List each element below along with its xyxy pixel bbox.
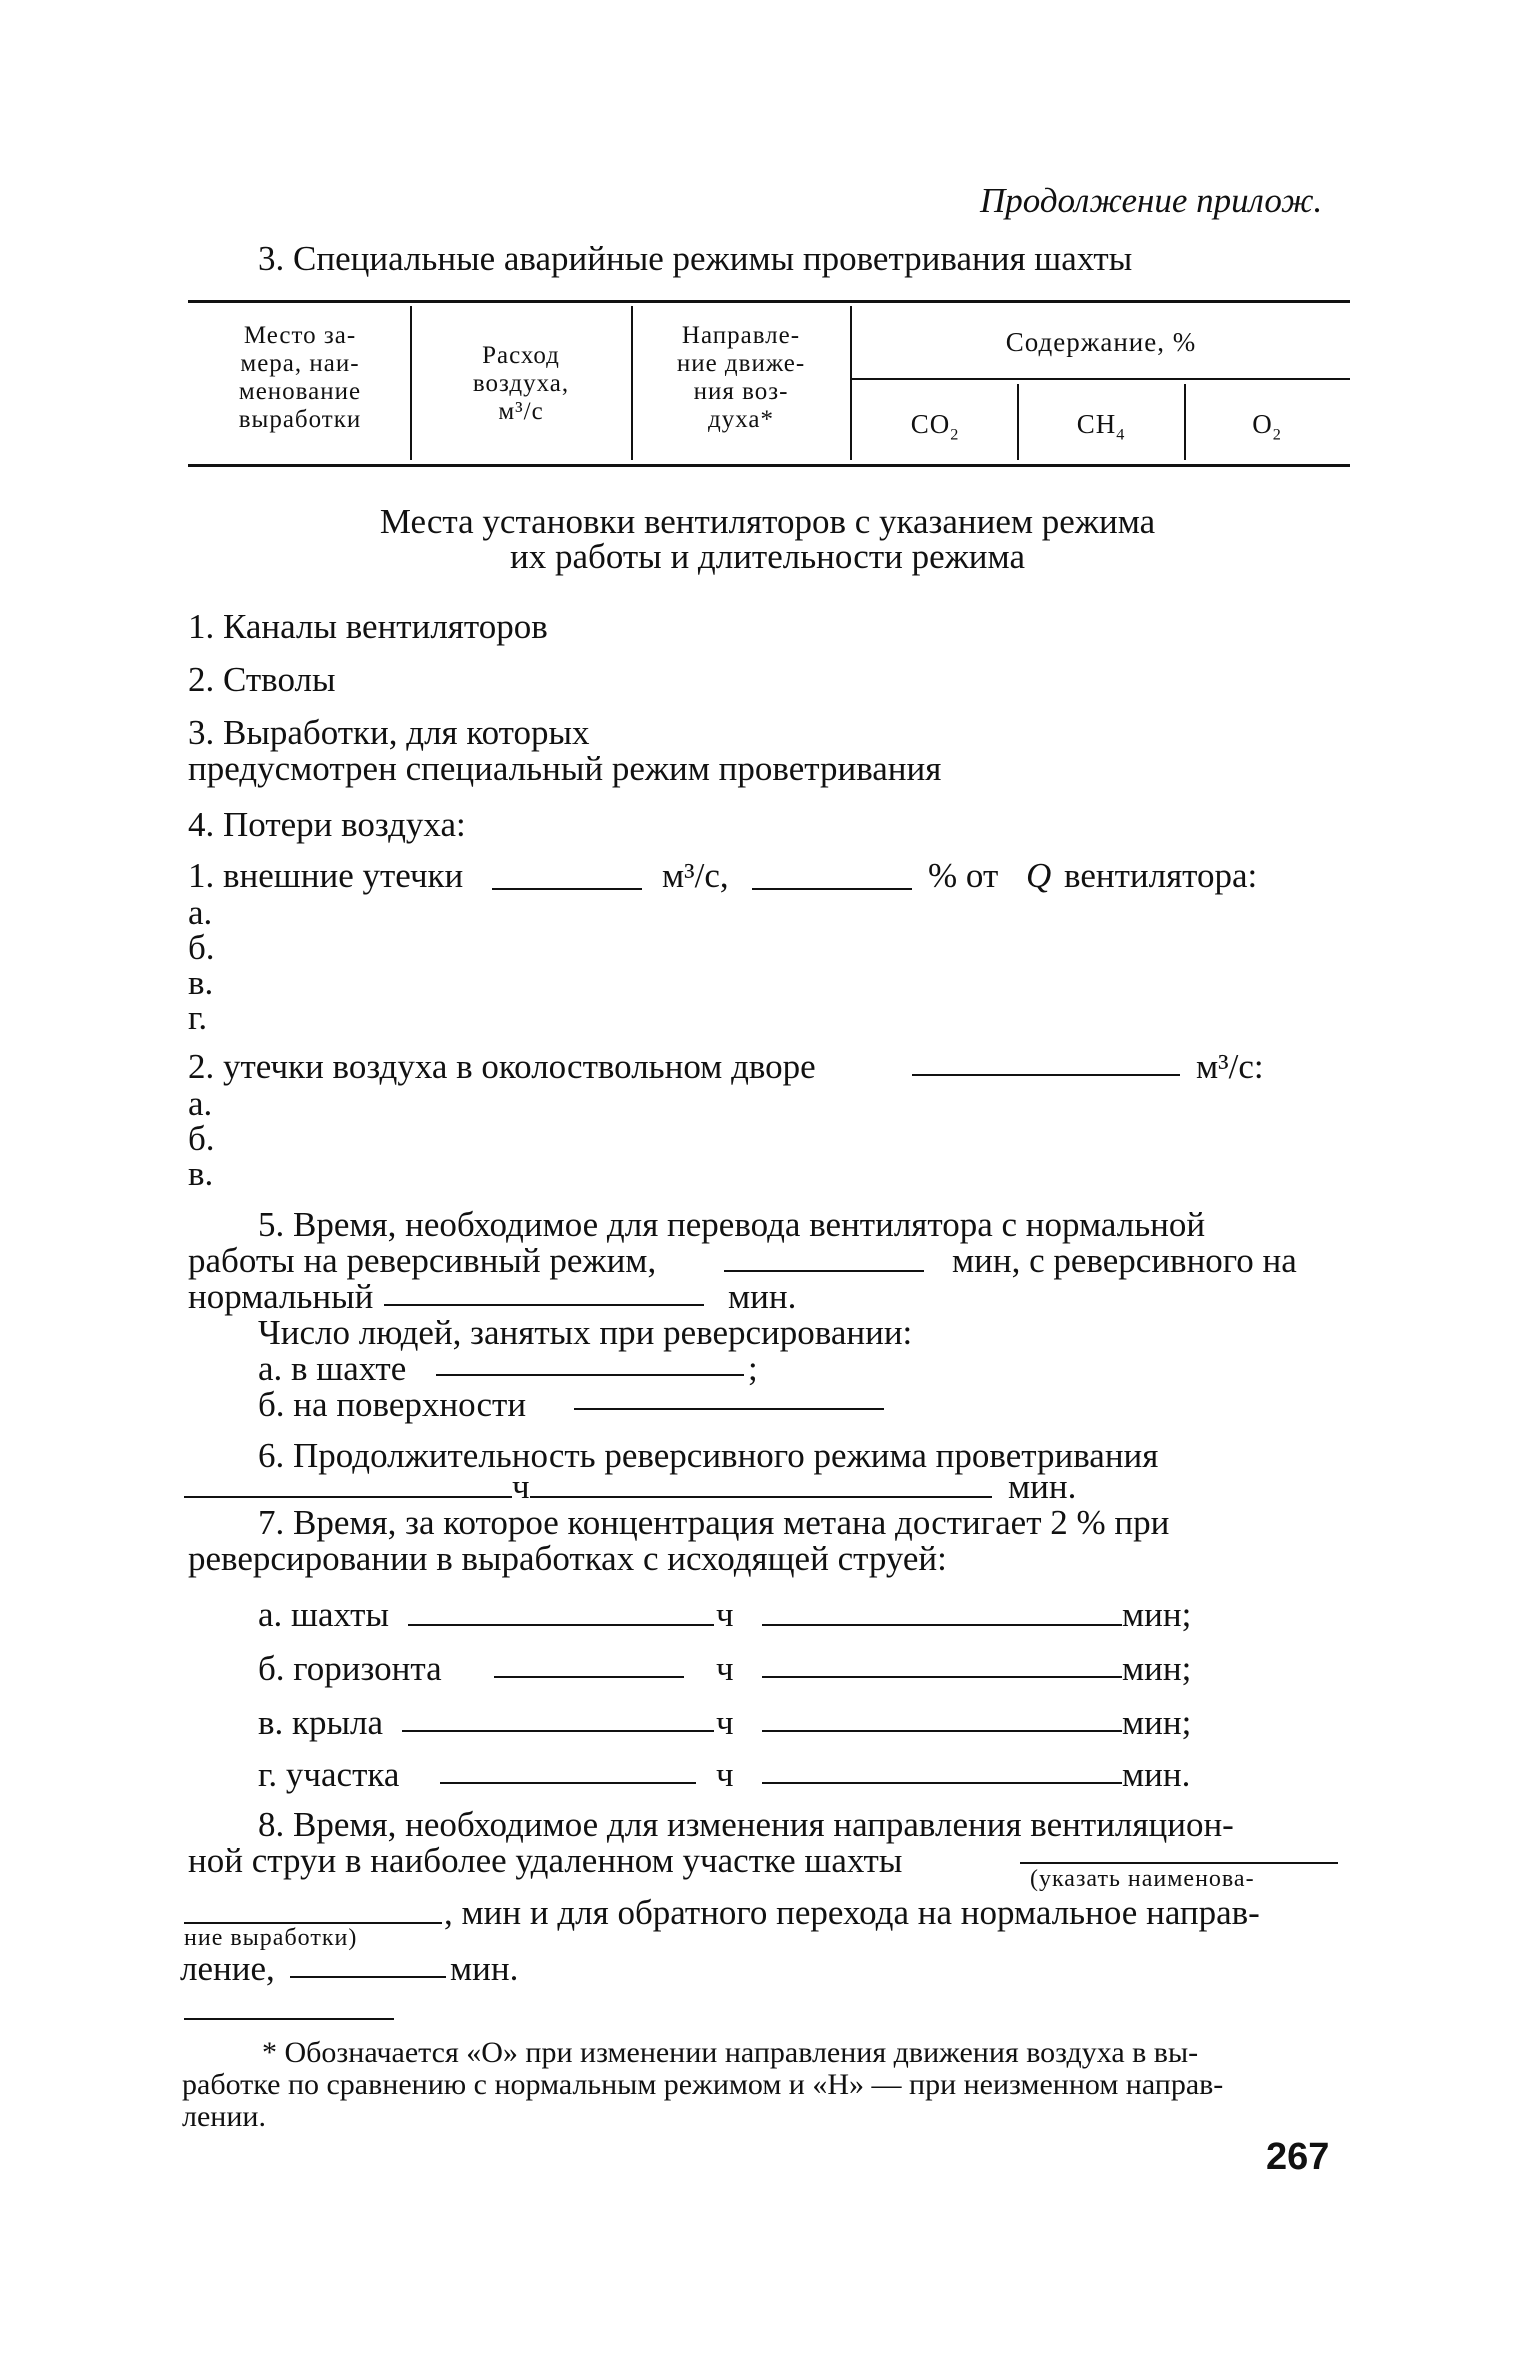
yard-leaks-label: 2. утечки воздуха в околоствольном дворе: [188, 1047, 816, 1086]
p5-mine-end: ;: [748, 1349, 758, 1388]
p6-minutes-unit: мин.: [1008, 1467, 1077, 1506]
external-leaks-tail: вентилятора:: [1064, 856, 1258, 895]
ch4-header: $CH_4$: [1076, 409, 1126, 444]
p8-reverse-blank: [290, 1976, 446, 1978]
table-divider: [1017, 384, 1019, 460]
external-leaks-blank: [492, 888, 642, 890]
p5-line3-a: нормальный: [188, 1277, 374, 1316]
p7-hours-unit: ч: [716, 1703, 734, 1742]
p5-line1: 5. Время, необходимое для перевода вентилятора с нормальной: [258, 1205, 1206, 1244]
section-title: 3. Специальные аварийные режимы проветривания шахты: [258, 239, 1133, 278]
p7-line2: реверсировании в выработках с исходящей струей:: [188, 1539, 947, 1578]
content-group-header: Содержание, %: [1005, 327, 1197, 357]
page-number: 267: [1266, 2136, 1330, 2178]
table-divider: [631, 306, 633, 460]
p8-line2: ной струи в наиболее удаленном участке шахты: [188, 1841, 903, 1880]
running-header: Продолжение прилож.: [980, 181, 1323, 220]
p7-hours-blank: [408, 1624, 714, 1626]
p7-row-label: г. участка: [258, 1755, 400, 1794]
yard-leaks-v: в.: [188, 1154, 214, 1193]
p7-hours-blank: [440, 1782, 696, 1784]
p6-hours-unit: ч: [512, 1467, 530, 1506]
list-item-1: 1. Каналы вентиляторов: [188, 607, 548, 646]
p5-line2-b: мин, с реверсивного на: [952, 1241, 1297, 1280]
p7-hours-blank: [402, 1730, 714, 1732]
table-divider: [410, 306, 412, 460]
p7-minutes-unit: мин;: [1122, 1703, 1192, 1742]
p7-minutes-blank: [762, 1676, 1122, 1678]
external-leaks-label: 1. внешние утечки: [188, 856, 464, 895]
footnote-rule: [184, 2018, 394, 2020]
p8-note-b: ние выработки): [184, 1925, 358, 1951]
p7-minutes-unit: мин;: [1122, 1649, 1192, 1688]
table-divider: [850, 306, 852, 460]
table-group-rule: [852, 378, 1350, 380]
co2-header: $CO_2$: [910, 409, 960, 444]
p7-minutes-blank: [762, 1624, 1122, 1626]
p5-mine-label: а. в шахте: [258, 1349, 407, 1388]
external-leaks-unit: м³/с,: [662, 856, 729, 895]
footnote-line1: * Обозначается «О» при изменении направления движения воздуха в вы-: [262, 2036, 1199, 2069]
p5-surface-label: б. на поверхности: [258, 1385, 527, 1424]
p6-line1: 6. Продолжительность реверсивного режима проветривания: [258, 1436, 1159, 1475]
p7-line1: 7. Время, за которое концентрация метана достигает 2 % при: [258, 1503, 1170, 1542]
p5-line2-a: работы на реверсивный режим,: [188, 1241, 657, 1280]
p8-line4-a: ление,: [180, 1949, 275, 1988]
col-direction-header: Направле- ние движе- ния воз- духа*: [676, 322, 806, 433]
col-airflow-header: Расход воздуха, м³/с: [472, 342, 570, 425]
external-leaks-b: б.: [188, 928, 215, 967]
p5-surface-blank: [574, 1408, 884, 1410]
p5-reverse-blank: [724, 1270, 924, 1272]
list-item-3-cont: предусмотрен специальный режим проветривания: [188, 749, 942, 788]
footnote-line3: лении.: [182, 2100, 266, 2133]
fans-title-line2: их работы и длительности режима: [510, 537, 1025, 576]
list-item-3: 3. Выработки, для которых: [188, 713, 590, 752]
p8-name-blank: [184, 1922, 442, 1924]
p6-hours-blank: [184, 1496, 512, 1498]
p5-normal-blank: [384, 1304, 704, 1306]
p7-row-label: б. горизонта: [258, 1649, 442, 1688]
p5-mine-blank: [436, 1374, 744, 1376]
p7-minutes-unit: мин.: [1122, 1755, 1191, 1794]
p8-location-blank: [1020, 1862, 1338, 1864]
p6-minutes-blank: [530, 1496, 992, 1498]
footnote-line2: работке по сравнению с нормальным режимом и «Н» — при неизменном направ-: [182, 2068, 1224, 2101]
o2-header: $O_2$: [1252, 409, 1282, 444]
table-divider: [1184, 384, 1186, 460]
yard-leaks-unit: м³/с:: [1196, 1047, 1264, 1086]
external-leaks-percent-blank: [752, 888, 912, 890]
p7-minutes-blank: [762, 1782, 1122, 1784]
p7-hours-unit: ч: [716, 1595, 734, 1634]
fans-title-line1: Места установки вентиляторов с указанием режима: [379, 502, 1156, 541]
yard-leaks-b: б.: [188, 1119, 215, 1158]
col-location-header: Место за- мера, наи- менование выработки: [238, 322, 362, 433]
yard-leaks-a: а.: [188, 1084, 213, 1123]
external-leaks-g: г.: [188, 998, 208, 1037]
p7-row-label: в. крыла: [258, 1703, 384, 1742]
p7-hours-blank: [494, 1676, 684, 1678]
p7-minutes-unit: мин;: [1122, 1595, 1192, 1634]
table-bottom-rule: [188, 464, 1350, 467]
p5-people: Число людей, занятых при реверсировании:: [258, 1313, 913, 1352]
external-leaks-a: а.: [188, 893, 213, 932]
external-leaks-percent: % от: [928, 856, 999, 895]
p7-hours-unit: ч: [716, 1755, 734, 1794]
p8-line3: , мин и для обратного перехода на нормальное направ-: [444, 1893, 1260, 1932]
list-item-2: 2. Стволы: [188, 660, 336, 699]
p7-minutes-blank: [762, 1730, 1122, 1732]
table-top-rule: [188, 300, 1350, 303]
p5-line3-b: мин.: [728, 1277, 797, 1316]
p7-row-label: а. шахты: [258, 1595, 389, 1634]
p7-hours-unit: ч: [716, 1649, 734, 1688]
external-leaks-v: в.: [188, 963, 214, 1002]
p8-line1: 8. Время, необходимое для изменения направления вентиляцион-: [258, 1805, 1234, 1844]
p8-line4-b: мин.: [450, 1949, 519, 1988]
list-item-4: 4. Потери воздуха:: [188, 805, 466, 844]
external-leaks-q: Q: [1026, 856, 1052, 895]
yard-leaks-blank: [912, 1074, 1180, 1076]
p8-note-a: (указать наименова-: [1030, 1866, 1255, 1892]
